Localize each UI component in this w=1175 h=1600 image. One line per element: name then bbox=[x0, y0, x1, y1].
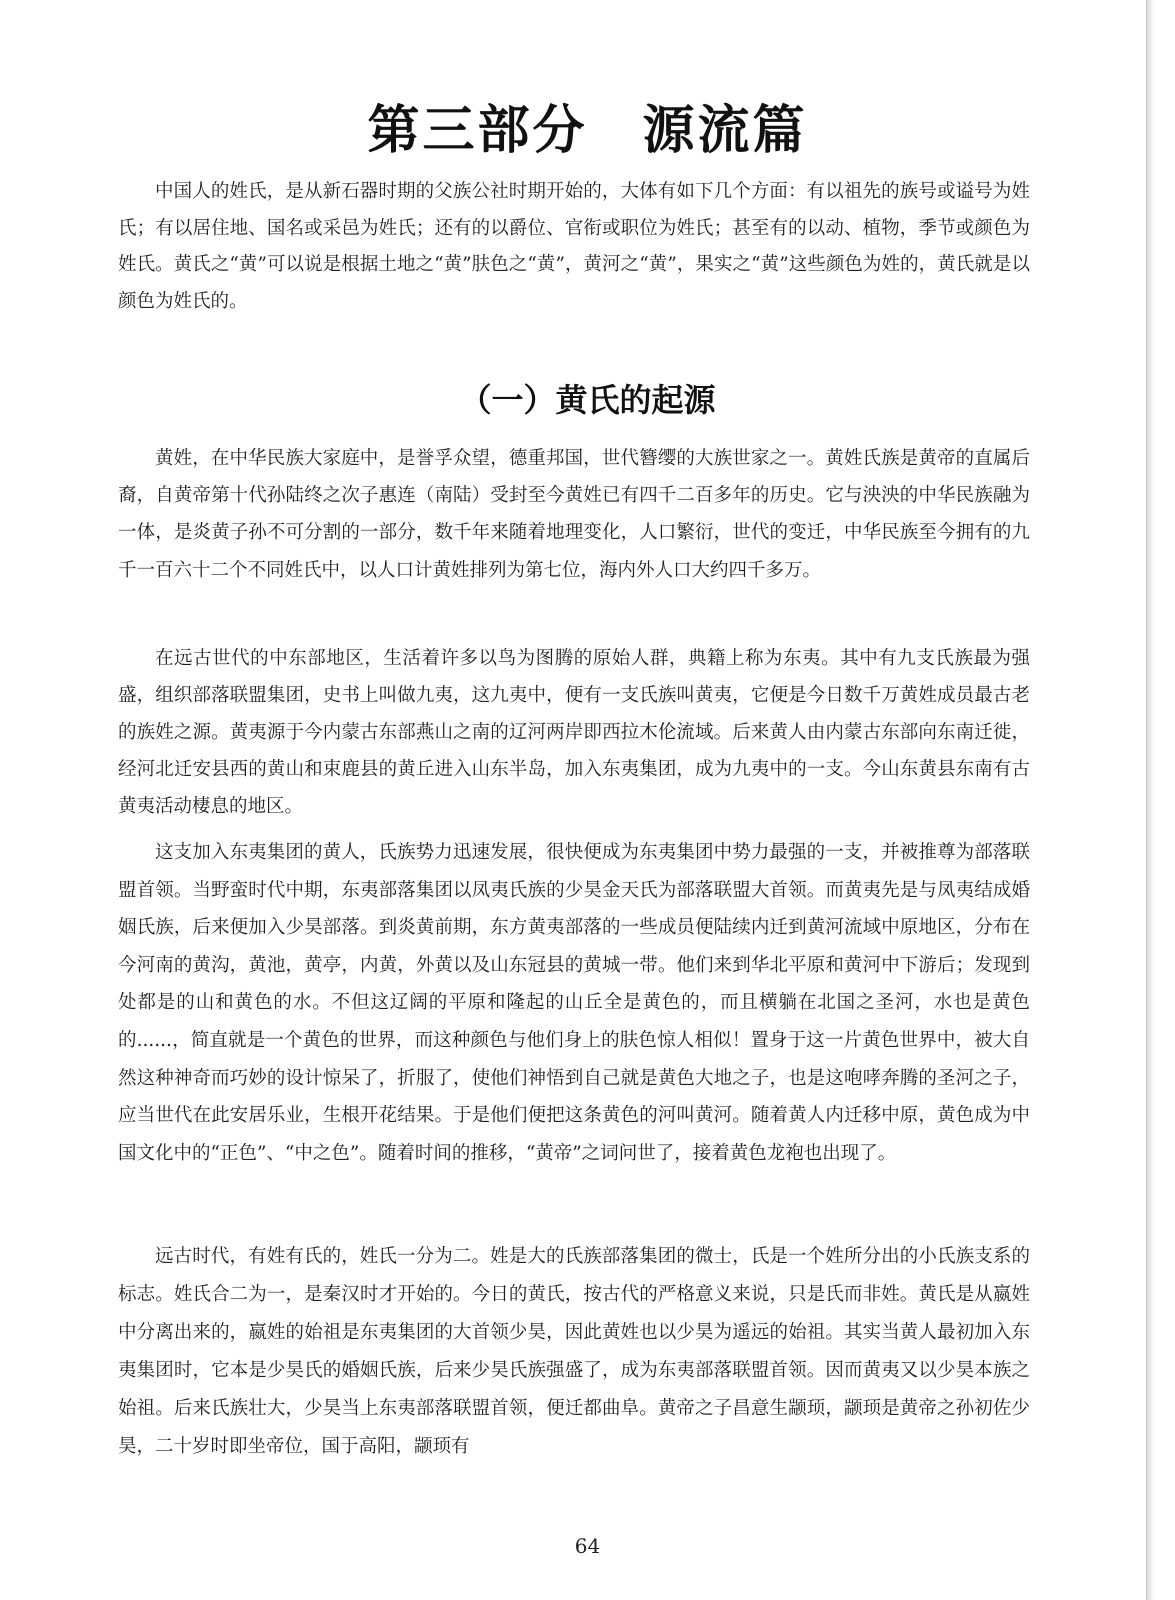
body-paragraph-3: 这支加入东夷集团的黄人，氏族势力迅速发展，很快便成为东夷集团中势力最强的一支，并被推尊为部落联盟首领。当野蛮时代中期，东夷部落集团以凤夷氏族的少昊金天氏为部落联盟大首领。而黄夷先是与凤夷结成婚姻氏族，后来便加入少昊部落。到炎黄前期，东方黄夷部落的一些成员便陆续内迁到黄河流域中原地区，分布在今河南的黄沟，黄池，黄亭，内黄，外黄以及山东冠县的黄城一带。他们来到华北平原和黄河中下游后；发现到处都是的山和黄色的水。不但这辽阔的平原和隆起的山丘全是黄色的，而且横躺在北国之圣河，水也是黄色的......，简直就是一个黄色的世界，而这种颜色与他们身上的肤色惊人相似！置身于这一片黄色世界中，被大自然这种神奇而巧妙的设计惊呆了，折服了，使他们神悟到自己就是黄色大地之子，也是这咆哮奔腾的圣河之子，应当世代在此安居乐业，生根开花结果。于是他们便把这条黄色的河叫黄河。随着黄人内迁移中原，黄色成为中国文化中的“正色”、“中之色”。随着时间的推移，“黄帝”之词问世了，接着黄色龙袍也出现了。 bbox=[118, 842, 1030, 1164]
body-paragraph-1: 黄姓，在中华民族大家庭中，是誉孚众望，德重邦国，世代簪缨的大族世家之一。黄姓氏族是黄帝的直属后裔，自黄帝第十代孙陆终之次子惠连（南陆）受封至今黄姓已有四千二百多年的历史。它与泱泱的中华民族融为一体，是炎黄子孙不可分割的一部分，数千年来随着地理变化，人口繁衍，世代的变迁，中华民族至今拥有的九千一百六十二个不同姓氏中，以人口计黄姓排列为第七位，海内外人口大约四千多万。 bbox=[118, 448, 1030, 581]
body-paragraph-4: 远古时代，有姓有氏的，姓氏一分为二。姓是大的氏族部落集团的微士，氏是一个姓所分出的小氏族支系的标志。姓氏合二为一，是秦汉时才开始的。今日的黄氏，按古代的严格意义来说，只是氏而非姓。黄氏是从嬴姓中分离出来的，嬴姓的始祖是东夷集团的大首领少昊，因此黄姓也以少昊为遥远的始祖。其实当黄人最初加入东夷集团时，它本是少昊氏的婚姻氏族，后来少昊氏族强盛了，成为东夷部落联盟首领。因而黄夷又以少昊本族之始祖。后来氏族壮大，少昊当上东夷部落联盟首领，便迁都曲阜。黄帝之子昌意生颛顼，颛顼是黄帝之孙初佐少昊，二十岁时即坐帝位，国于高阳，颛顼有 bbox=[118, 1246, 1030, 1457]
section-heading: （一）黄氏的起源 bbox=[459, 381, 716, 419]
intro-paragraph: 中国人的姓氏，是从新石器时期的父族公社时期开始的，大体有如下几个方面：有以祖先的族号或谥号为姓氏；有以居住地、国名或采邑为姓氏；还有的以爵位、官衔或职位为姓氏；甚至有的以动、植物，季节或颜色为姓氏。黄氏之“黄”可以说是根据土地之“黄”肤色之“黄”，黄河之“黄”，果实之“黄”这些颜色为姓的，黄氏就是以颜色为姓氏的。 bbox=[118, 181, 1030, 312]
body-paragraph-2: 在远古世代的中东部地区，生活着许多以鸟为图腾的原始人群，典籍上称为东夷。其中有九支氏族最为强盛，组织部落联盟集团，史书上叫做九夷，这九夷中，便有一支氏族叫黄夷，它便是今日数千万黄姓成员最古老的族姓之源。黄夷源于今内蒙古东部燕山之南的辽河两岸即西拉木伦流域。后来黄人由内蒙古东部向东南迁徙，经河北迁安县西的黄山和束鹿县的黄丘进入山东半岛，加入东夷集团，成为九夷中的一支。今山东黄县东南有古黄夷活动棲息的地区。 bbox=[118, 648, 1030, 817]
page-number: 64 bbox=[574, 1534, 601, 1558]
page-title: 第三部分 源流篇 bbox=[367, 100, 808, 161]
page-binding-edge bbox=[1146, 0, 1155, 1600]
